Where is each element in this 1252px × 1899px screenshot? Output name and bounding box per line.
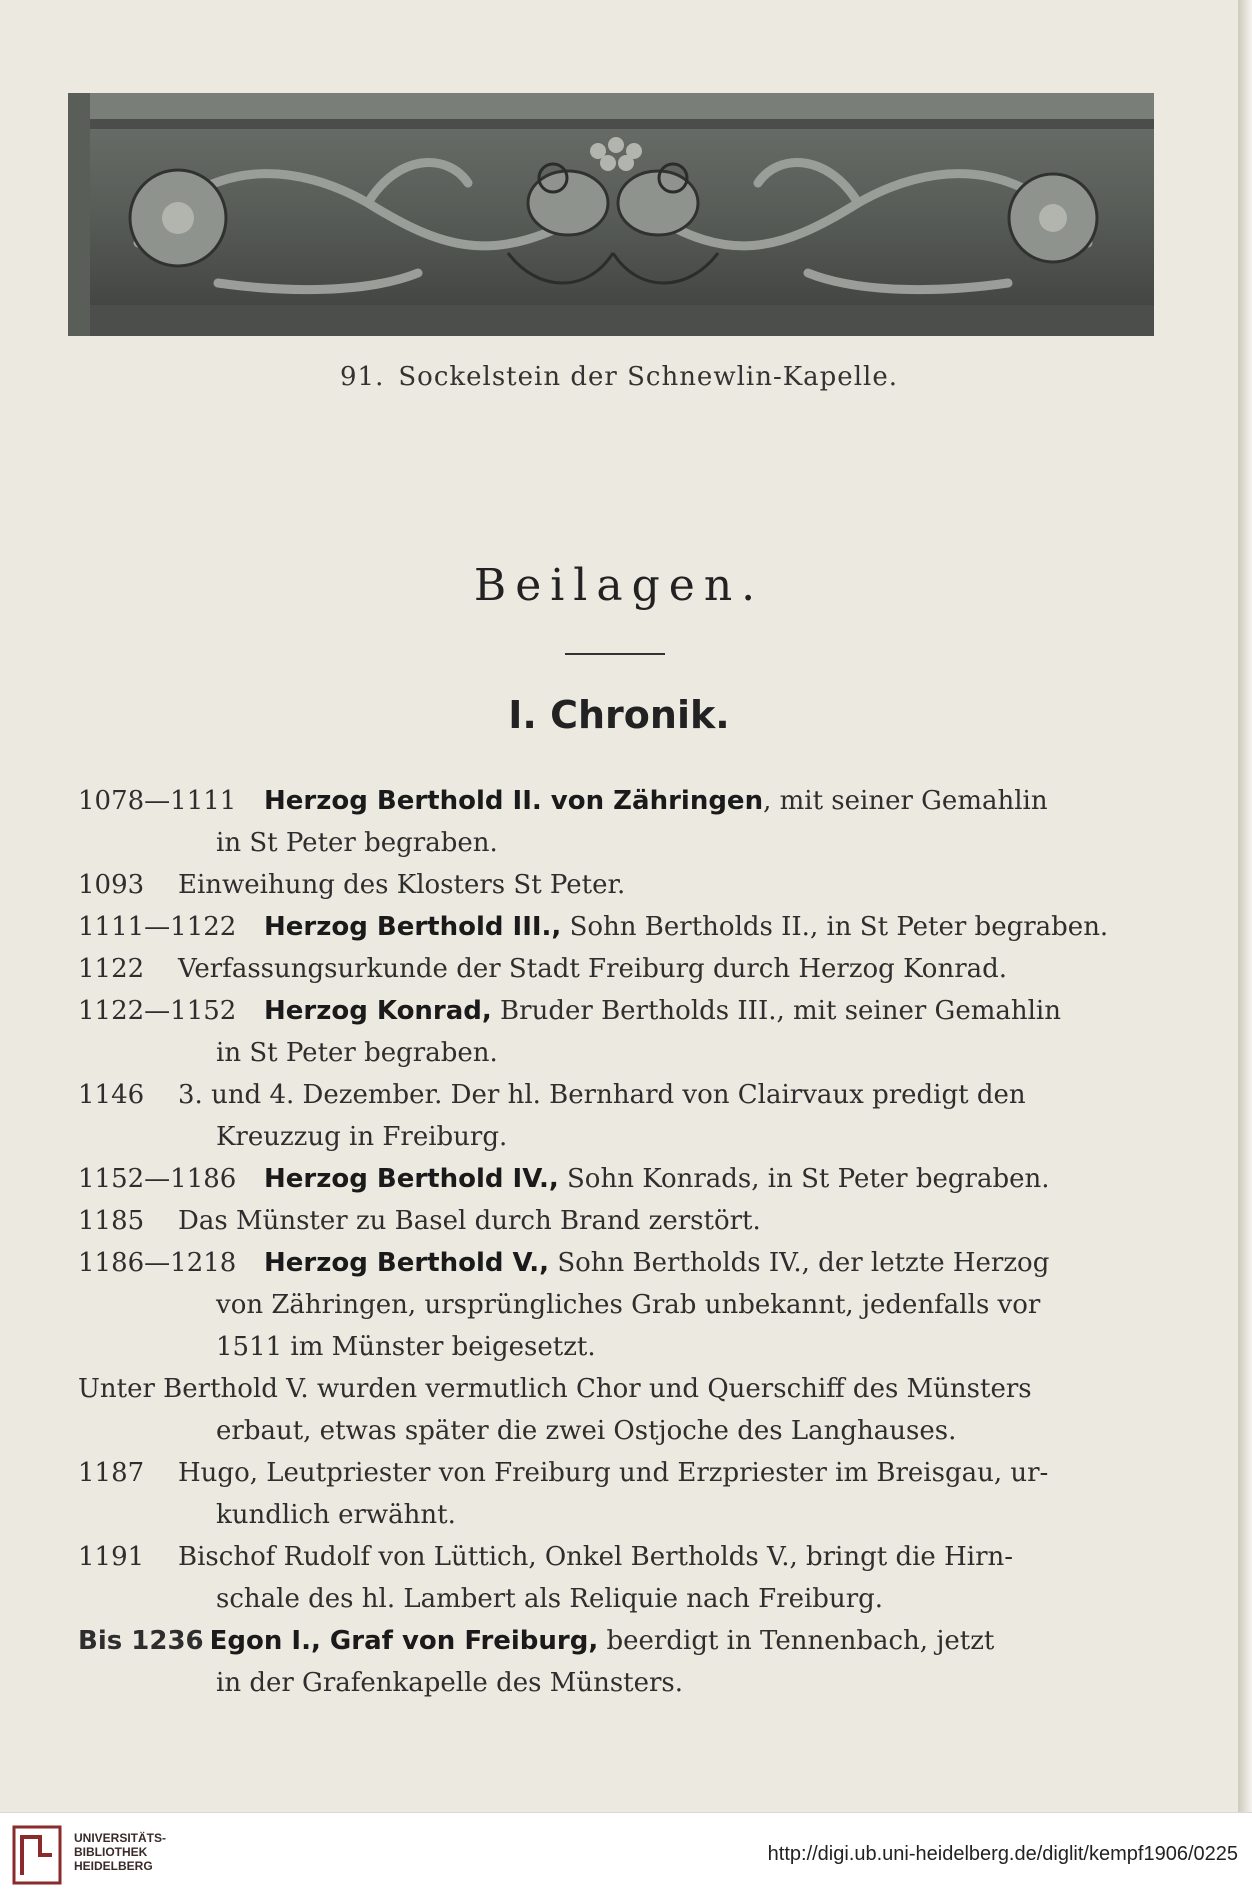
chronicle-entry	[78, 906, 1150, 948]
entry-year: 1078—1111	[78, 786, 237, 816]
entry-text: , mit seiner Gemahlin	[763, 786, 1048, 816]
entry-name: Herzog Berthold V.,	[264, 1248, 550, 1278]
entry-year: 1111—1122	[78, 912, 237, 942]
entry-year: 1187	[78, 1458, 145, 1488]
entry-text: Das Münster zu Basel durch Brand zerstört.	[178, 1206, 761, 1236]
entry-continuation: schale des hl. Lambert als Reliquie nach Freiburg.	[216, 1584, 884, 1614]
entry-text: Sohn Bertholds IV., der letzte Herzog	[549, 1248, 1050, 1278]
library-logo-icon	[12, 1825, 62, 1885]
entry-continuation: in St Peter begraben.	[216, 1038, 498, 1068]
entry-text: Sohn Bertholds II., in St Peter begraben.	[561, 912, 1109, 942]
divider	[565, 653, 665, 655]
figure-photo	[68, 93, 1154, 336]
footer-bar	[0, 1812, 1252, 1899]
library-line: HEIDELBERG	[74, 1859, 153, 1873]
figure-caption	[0, 362, 1238, 392]
entry-name: Herzog Berthold IV.,	[264, 1164, 559, 1194]
entry-continuation: in St Peter begraben.	[216, 828, 498, 858]
entry-year: 1093	[78, 870, 145, 900]
entry-year: 1146	[78, 1080, 145, 1110]
carved-frieze-image	[68, 93, 1154, 336]
chronicle-entry	[78, 1158, 1150, 1200]
section-title: Beilagen.	[473, 560, 765, 611]
entry-text: beerdigt in Tennenbach, jetzt	[598, 1626, 995, 1656]
entry-name: Herzog Konrad,	[264, 996, 492, 1026]
figure-caption-text: Sockelstein der Schnewlin-Kapelle.	[398, 362, 898, 392]
page-edge	[1238, 0, 1252, 1812]
chronicle-entry	[78, 1074, 1150, 1158]
chronicle-entry	[78, 1620, 1150, 1704]
entry-text: Hugo, Leutpriester von Freiburg und Erzpriester im Breisgau, ur-	[178, 1458, 1049, 1488]
entry-text: Bischof Rudolf von Lüttich, Onkel Bertholds V., bringt die Hirn-	[178, 1542, 1014, 1572]
entry-year: 1122—1152	[78, 996, 237, 1026]
chronicle-entry	[78, 1368, 1150, 1452]
entry-text: 3. und 4. Dezember. Der hl. Bernhard von Clairvaux predigt den	[178, 1080, 1026, 1110]
chronicle-entry	[78, 1200, 1150, 1242]
library-line: UNIVERSITÄTS-	[74, 1831, 167, 1845]
library-line: BIBLIOTHEK	[74, 1845, 148, 1859]
entry-continuation: Kreuzzug in Freiburg.	[216, 1122, 508, 1152]
entry-text: Einweihung des Klosters St Peter.	[178, 870, 626, 900]
entry-name: Herzog Berthold III.,	[264, 912, 562, 942]
source-url-link[interactable]: http://digi.ub.uni-heidelberg.de/diglit/kempf1906/0225	[767, 1843, 1238, 1865]
entry-name: Herzog Berthold II. von Zähringen	[264, 786, 764, 816]
entry-name: Egon I., Graf von Freiburg,	[209, 1626, 599, 1656]
figure-number: 91.	[340, 362, 385, 392]
chronicle-entry	[78, 990, 1150, 1074]
entry-continuation: in der Grafenkapelle des Münsters.	[216, 1668, 684, 1698]
entry-year: Bis 1236	[78, 1626, 204, 1656]
chapter-title: I. Chronik.	[508, 693, 730, 737]
chronicle-entry	[78, 948, 1150, 990]
entry-text: Verfassungsurkunde der Stadt Freiburg durch Herzog Konrad.	[178, 954, 1008, 984]
entry-text: Sohn Konrads, in St Peter begraben.	[558, 1164, 1050, 1194]
entry-text: Unter Berthold V. wurden vermutlich Chor und Querschiff des Münsters	[78, 1374, 1032, 1404]
chronicle-list	[78, 780, 1150, 1704]
entry-continuation: erbaut, etwas später die zwei Ostjoche des Langhauses.	[216, 1416, 957, 1446]
entry-text: Bruder Bertholds III., mit seiner Gemahlin	[491, 996, 1061, 1026]
entry-year: 1186—1218	[78, 1248, 237, 1278]
entry-continuation: 1511 im Münster beigesetzt.	[216, 1332, 596, 1362]
entry-year: 1185	[78, 1206, 145, 1236]
entry-continuation: kundlich erwähnt.	[216, 1500, 456, 1530]
chronicle-entry	[78, 1452, 1150, 1536]
chronicle-entry	[78, 864, 1150, 906]
entry-year: 1122	[78, 954, 145, 984]
entry-year: 1152—1186	[78, 1164, 237, 1194]
entry-year: 1191	[78, 1542, 145, 1572]
entry-continuation: von Zähringen, ursprüngliches Grab unbekannt, jedenfalls vor	[216, 1290, 1041, 1320]
chronicle-entry	[78, 1536, 1150, 1620]
library-name	[74, 1831, 166, 1873]
chronicle-entry	[78, 1242, 1150, 1368]
chronicle-entry	[78, 780, 1150, 864]
